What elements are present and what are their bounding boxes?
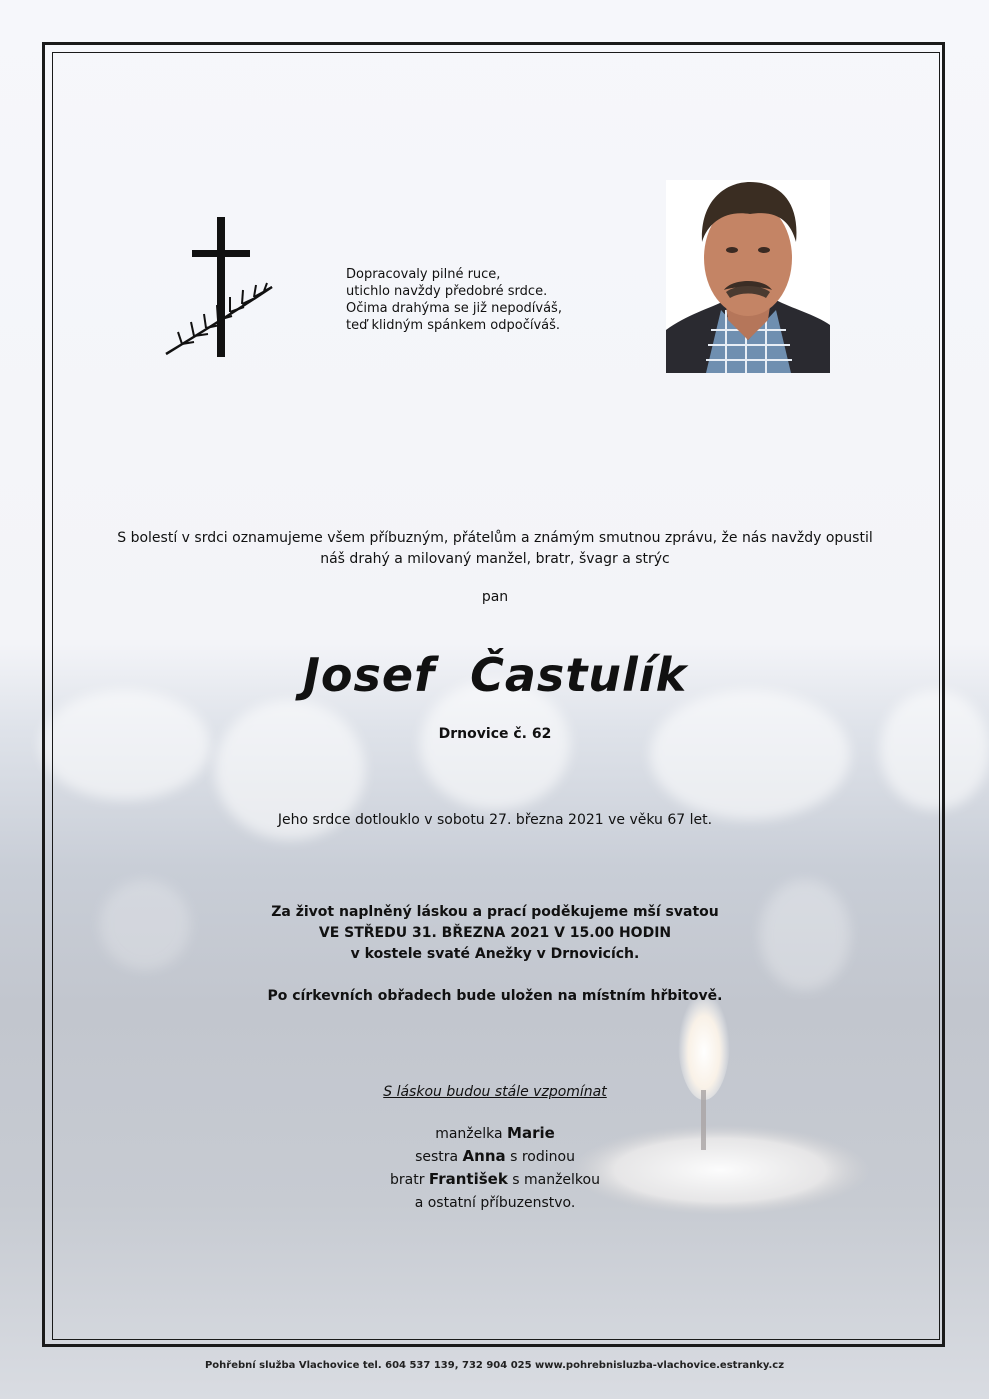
mourner-row — [60, 1122, 930, 1145]
poem-line: Dopracovaly pilné ruce, — [346, 267, 501, 282]
salutation: pan — [481, 589, 509, 605]
poem — [346, 266, 606, 334]
announcement-line: S bolestí v srdci oznamujeme všem příbuzným, přátelům a známým smutnou zprávu, že nás navždy opustil — [117, 530, 873, 546]
ceremony-info — [60, 902, 930, 965]
mourners-heading: S láskou budou stále vzpomínat — [383, 1084, 607, 1100]
deceased-name: Josef Častulík — [302, 648, 688, 702]
mourner-relation: sestra — [415, 1149, 463, 1165]
poem-line: teď klidným spánkem odpočíváš. — [346, 318, 561, 333]
mourner-relation: a ostatní příbuzenstvo. — [414, 1195, 576, 1211]
cross-with-palm-icon — [162, 212, 282, 362]
deceased-address: Drnovice č. 62 — [438, 726, 552, 742]
poem-line: Očima drahýma se již nepodíváš, — [346, 301, 562, 316]
announcement-line: náš drahý a milovaný manžel, bratr, švagr a strýc — [320, 551, 670, 567]
burial-notice: Po církevních obřadech bude uložen na místním hřbitově. — [267, 988, 723, 1004]
death-notice: Jeho srdce dotlouklo v sobotu 27. března 2021 ve věku 67 let. — [277, 812, 713, 828]
ceremony-date: VE STŘEDU 31. BŘEZNA 2021 V 15.00 HODIN — [318, 925, 672, 941]
mourner-relation: bratr — [390, 1172, 429, 1188]
mourner-row — [60, 1191, 930, 1214]
footer-funeral-service: Pohřební služba Vlachovice tel. 604 537 139, 732 904 025 www.pohrebnisluzba-vlachovice.estranky.cz — [204, 1360, 785, 1371]
mourners-list — [60, 1122, 930, 1214]
mourner-name: Anna — [462, 1147, 506, 1165]
portrait-photo — [666, 180, 830, 373]
ceremony-place: v kostele svaté Anežky v Drnovicích. — [350, 946, 640, 962]
poem-line: utichlo navždy předobré srdce. — [346, 284, 548, 299]
announcement — [60, 528, 930, 570]
ceremony-line: Za život naplněný láskou a prací poděkujeme mší svatou — [271, 904, 719, 920]
mourner-row — [60, 1168, 930, 1191]
mourner-relation: manželka — [435, 1126, 508, 1142]
mourner-suffix: s manželkou — [507, 1172, 600, 1188]
mourner-row — [60, 1145, 930, 1168]
mourner-name: Marie — [507, 1124, 555, 1142]
mourner-suffix: s rodinou — [505, 1149, 575, 1165]
mourner-name: František — [428, 1170, 508, 1188]
